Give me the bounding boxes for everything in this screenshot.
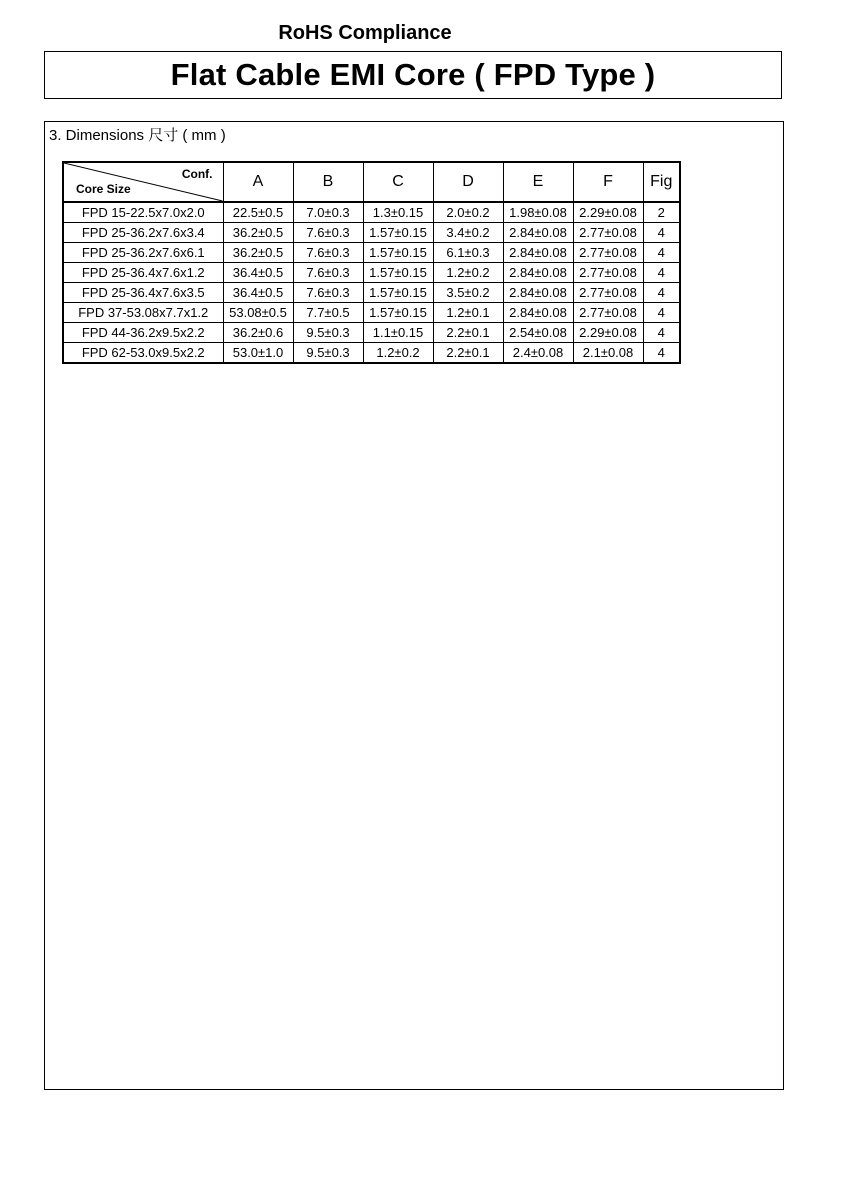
table-header-row: [63, 162, 680, 202]
table-row: [63, 323, 680, 343]
table-cell: 7.0±0.3: [293, 202, 363, 223]
core-size-cell: FPD 25-36.2x7.6x6.1: [63, 243, 223, 263]
table-cell: 2.77±0.08: [573, 243, 643, 263]
table-cell: 2.29±0.08: [573, 202, 643, 223]
table-cell: 36.2±0.5: [223, 243, 293, 263]
table-cell: 1.2±0.2: [433, 263, 503, 283]
table-cell: 2.84±0.08: [503, 223, 573, 243]
conf-label: Conf.: [181, 167, 213, 181]
column-header: C: [363, 162, 433, 202]
column-header: Fig: [643, 162, 680, 202]
page-title: Flat Cable EMI Core ( FPD Type ): [170, 57, 656, 92]
column-header: A: [223, 162, 293, 202]
table-cell: 36.2±0.6: [223, 323, 293, 343]
table-row: [63, 223, 680, 243]
table-cell: 7.7±0.5: [293, 303, 363, 323]
table-cell: 3.4±0.2: [433, 223, 503, 243]
table-cell: 2.84±0.08: [503, 283, 573, 303]
title-box: [44, 51, 782, 99]
table-cell: 2.2±0.1: [433, 323, 503, 343]
table-cell: 3.5±0.2: [433, 283, 503, 303]
table-cell: 4: [643, 343, 680, 364]
table-cell: 1.57±0.15: [363, 263, 433, 283]
dimensions-table: [62, 161, 681, 364]
table-cell: 1.2±0.1: [433, 303, 503, 323]
table-cell: 36.4±0.5: [223, 283, 293, 303]
table-cell: 1.57±0.15: [363, 303, 433, 323]
core-size-cell: FPD 25-36.4x7.6x1.2: [63, 263, 223, 283]
table-cell: 2.29±0.08: [573, 323, 643, 343]
table-row: [63, 343, 680, 364]
table-cell: 1.2±0.2: [363, 343, 433, 364]
table-cell: 7.6±0.3: [293, 223, 363, 243]
table-cell: 36.2±0.5: [223, 223, 293, 243]
table-cell: 2.84±0.08: [503, 263, 573, 283]
table-cell: 4: [643, 223, 680, 243]
core-size-cell: FPD 62-53.0x9.5x2.2: [63, 343, 223, 364]
core-size-cell: FPD 25-36.4x7.6x3.5: [63, 283, 223, 303]
core-size-cell: FPD 37-53.08x7.7x1.2: [63, 303, 223, 323]
column-header: E: [503, 162, 573, 202]
table-cell: 2.77±0.08: [573, 283, 643, 303]
compliance-label: RoHS Compliance: [278, 22, 452, 44]
table-cell: 9.5±0.3: [293, 343, 363, 364]
core-size-cell: FPD 15-22.5x7.0x2.0: [63, 202, 223, 223]
table-cell: 4: [643, 323, 680, 343]
table-row: [63, 263, 680, 283]
table-cell: 2.1±0.08: [573, 343, 643, 364]
table-cell: 7.6±0.3: [293, 263, 363, 283]
table-cell: 6.1±0.3: [433, 243, 503, 263]
table-cell: 1.1±0.15: [363, 323, 433, 343]
table-cell: 2.84±0.08: [503, 243, 573, 263]
table-cell: 1.57±0.15: [363, 283, 433, 303]
corner-header-cell: [63, 162, 223, 202]
table-cell: 1.98±0.08: [503, 202, 573, 223]
core-size-cell: FPD 25-36.2x7.6x3.4: [63, 223, 223, 243]
table-cell: 2.0±0.2: [433, 202, 503, 223]
table-row: [63, 303, 680, 323]
section-heading: 3. Dimensions 尺寸 ( mm ): [49, 127, 226, 144]
column-header: B: [293, 162, 363, 202]
dimensions-section: [44, 121, 784, 1090]
core-size-cell: FPD 44-36.2x9.5x2.2: [63, 323, 223, 343]
table-row: [63, 283, 680, 303]
table-cell: 2.77±0.08: [573, 303, 643, 323]
table-cell: 2.2±0.1: [433, 343, 503, 364]
table-cell: 36.4±0.5: [223, 263, 293, 283]
table-cell: 2.54±0.08: [503, 323, 573, 343]
table-cell: 4: [643, 303, 680, 323]
table-cell: 4: [643, 243, 680, 263]
table-row: [63, 202, 680, 223]
table-cell: 2.77±0.08: [573, 223, 643, 243]
table-cell: 53.0±1.0: [223, 343, 293, 364]
table-cell: 1.57±0.15: [363, 243, 433, 263]
table-cell: 22.5±0.5: [223, 202, 293, 223]
table-cell: 1.57±0.15: [363, 223, 433, 243]
table-cell: 7.6±0.3: [293, 243, 363, 263]
table-cell: 9.5±0.3: [293, 323, 363, 343]
table-cell: 2.84±0.08: [503, 303, 573, 323]
table-cell: 1.3±0.15: [363, 202, 433, 223]
table-cell: 2.77±0.08: [573, 263, 643, 283]
table-cell: 2: [643, 202, 680, 223]
table-cell: 2.4±0.08: [503, 343, 573, 364]
table-cell: 7.6±0.3: [293, 283, 363, 303]
column-header: D: [433, 162, 503, 202]
core-size-label: Core Size: [76, 182, 131, 196]
table-cell: 4: [643, 283, 680, 303]
column-header: F: [573, 162, 643, 202]
table-row: [63, 243, 680, 263]
table-cell: 4: [643, 263, 680, 283]
table-cell: 53.08±0.5: [223, 303, 293, 323]
